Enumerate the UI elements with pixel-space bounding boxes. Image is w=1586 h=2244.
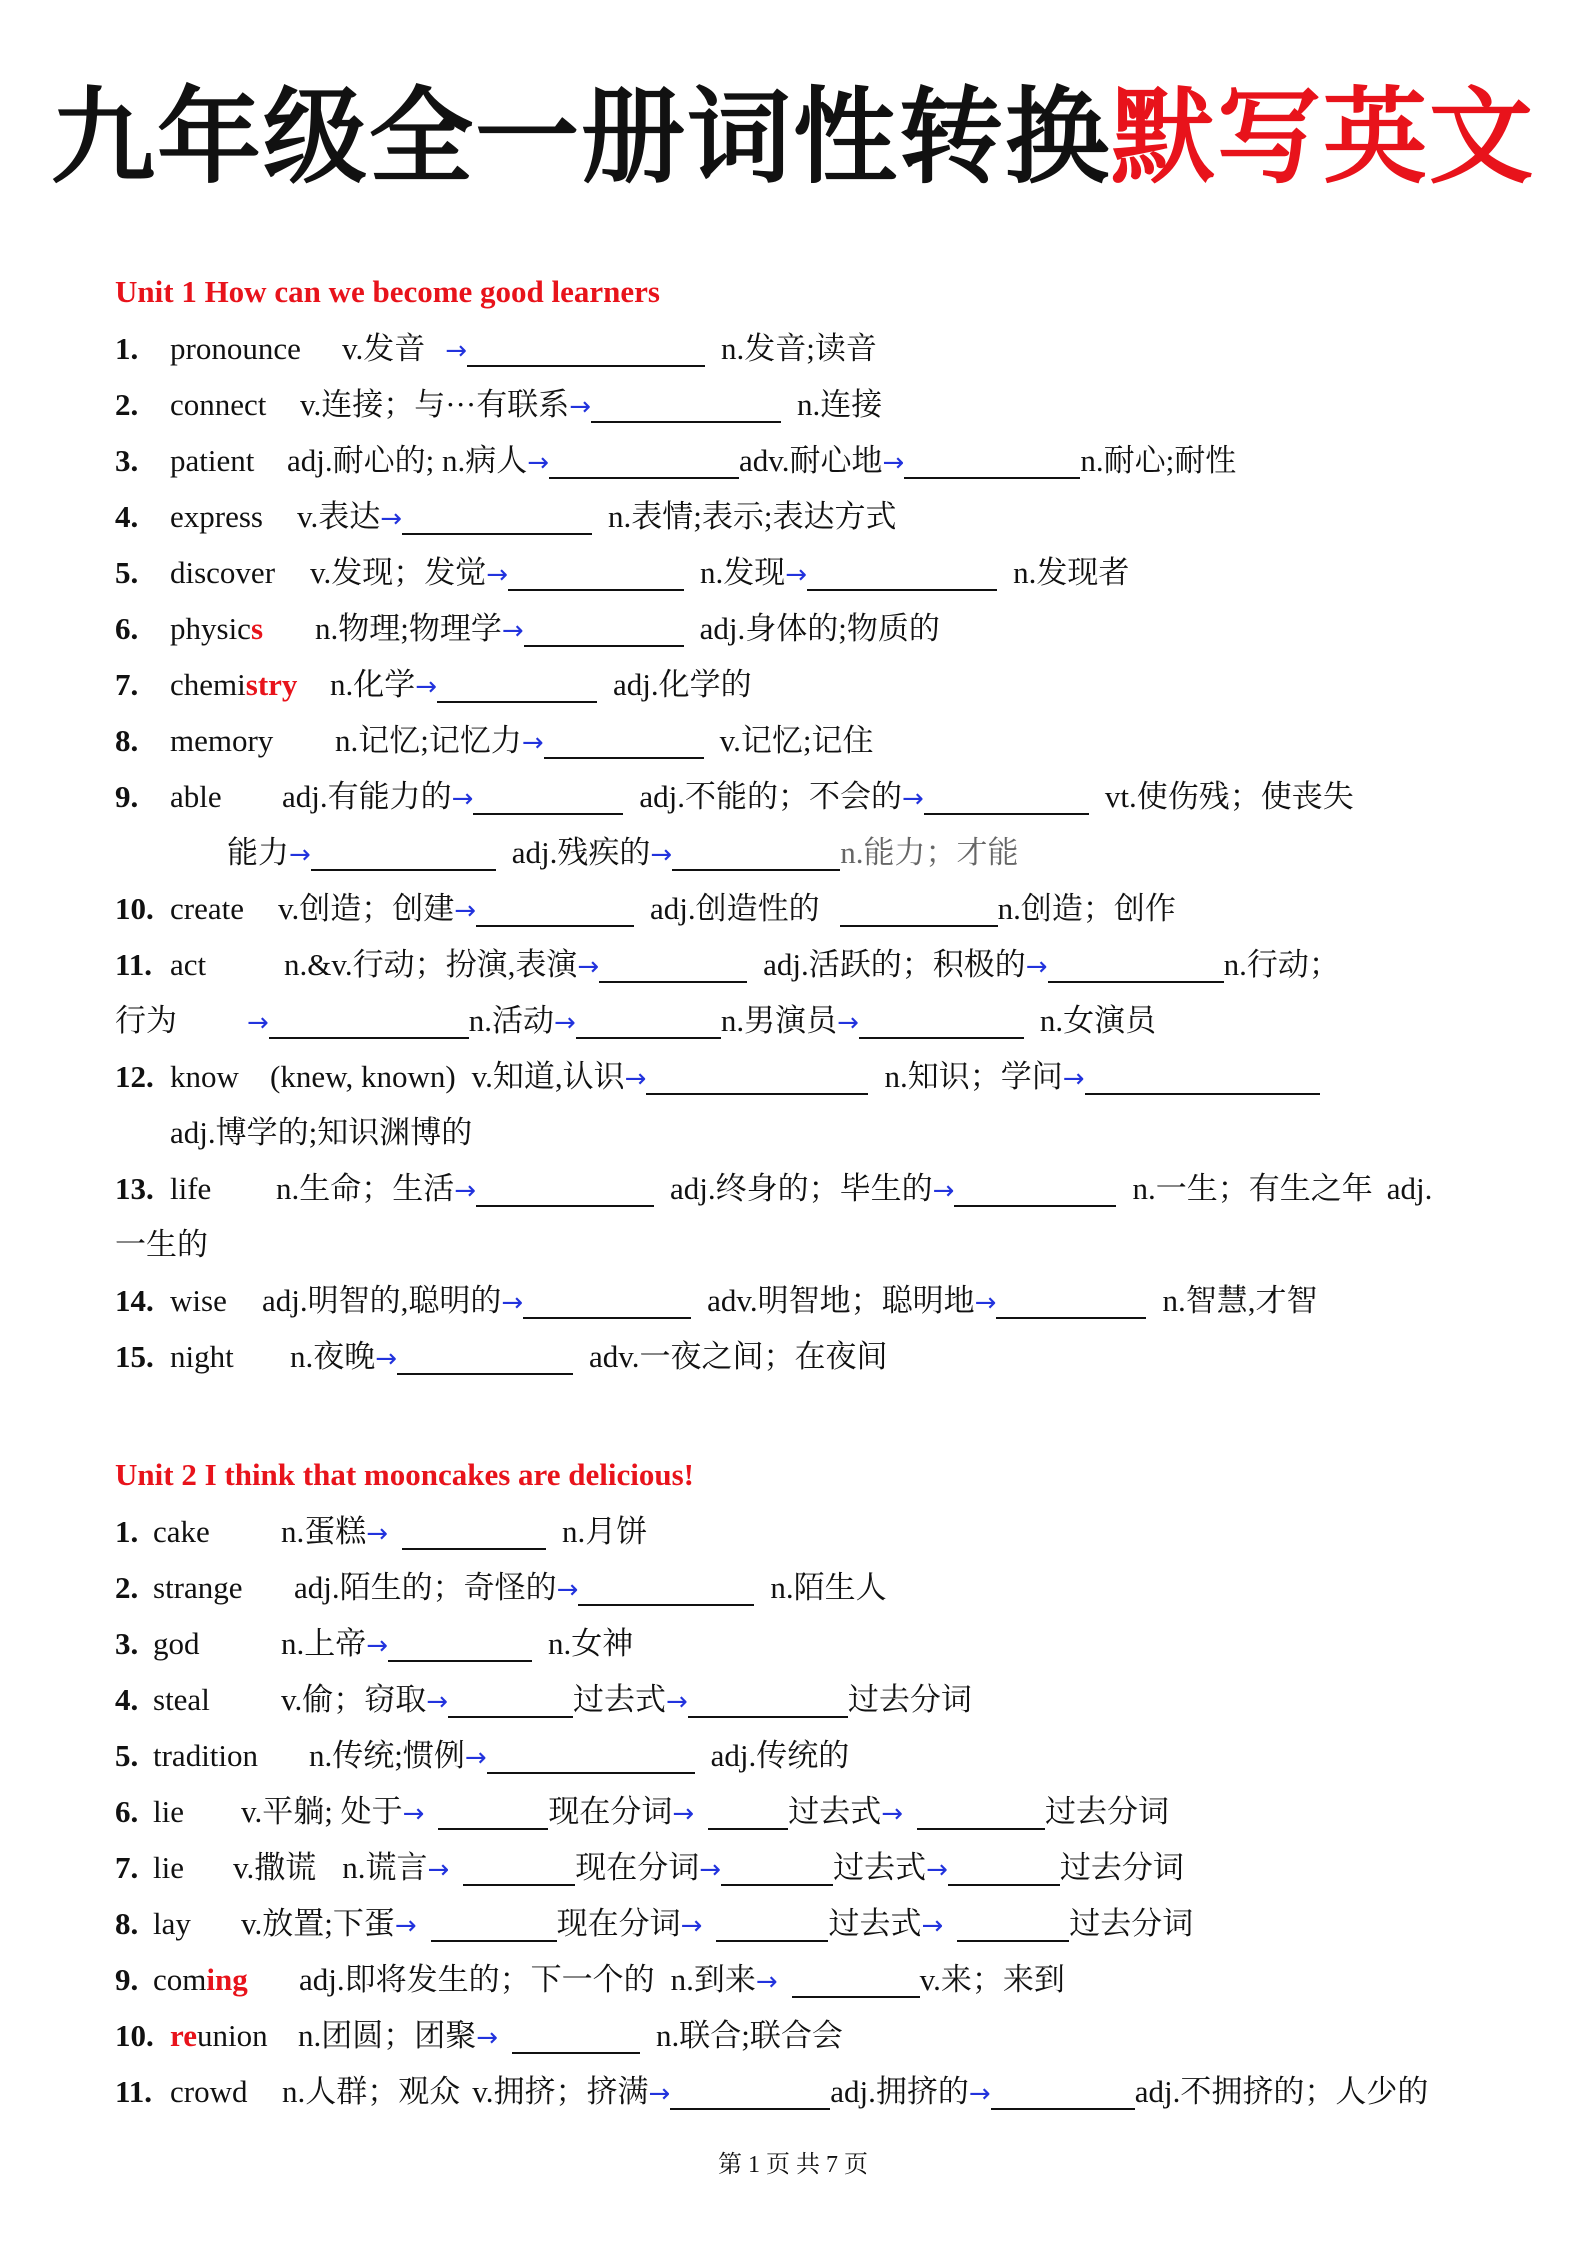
arrow-icon: → xyxy=(680,1911,703,1941)
arrow-icon: → xyxy=(648,2079,671,2109)
arrow-icon: → xyxy=(375,1344,398,1374)
arrow-icon: → xyxy=(464,1743,487,1773)
list-item: 1. cake n.蛋糕→ n.月饼 xyxy=(115,1514,648,1549)
arrow-icon: → xyxy=(926,1855,948,1885)
list-item-continued: 能力→ adj.残疾的→ n.能力；才能 xyxy=(227,835,1019,870)
arrow-icon: → xyxy=(402,1799,425,1829)
arrow-icon: → xyxy=(837,1008,859,1038)
list-item: 15. night n.夜晚→ adv.一夜之间；在夜间 xyxy=(115,1339,888,1374)
list-item: 14. wise adj.明智的,聪明的→ adv.明智地；聪明地→ n.智慧,才智 xyxy=(115,1283,1318,1318)
arrow-icon: → xyxy=(672,1799,695,1829)
arrow-icon: → xyxy=(247,1008,269,1038)
arrow-icon: → xyxy=(476,2023,499,2053)
list-item: 5. discover v.发现；发觉→ n.发现→ n.发现者 xyxy=(115,555,1130,590)
arrow-icon: → xyxy=(1025,952,1048,982)
arrow-icon: → xyxy=(380,504,403,534)
arrow-icon: → xyxy=(577,952,600,982)
arrow-icon: → xyxy=(501,1288,524,1318)
arrow-icon: → xyxy=(554,1008,576,1038)
arrow-icon: → xyxy=(454,896,477,926)
arrow-icon: → xyxy=(882,448,905,478)
list-item: 11. act n.&v.行动；扮演,表演→ adj.活跃的；积极的→ n.行动； xyxy=(115,947,1340,982)
arrow-icon: → xyxy=(366,1631,389,1661)
arrow-icon: → xyxy=(454,1176,477,1206)
list-item: 6. physics n.物理;物理学→ adj.身体的;物质的 xyxy=(115,611,940,646)
arrow-icon: → xyxy=(755,1967,778,1997)
arrow-icon: → xyxy=(366,1519,389,1549)
arrow-icon: → xyxy=(394,1911,417,1941)
arrow-icon: → xyxy=(521,728,544,758)
list-item-continued: 一生的 xyxy=(115,1227,208,1262)
arrow-icon: → xyxy=(881,1799,903,1829)
list-item: 3. god n.上帝→ n.女神 xyxy=(115,1626,634,1661)
list-item: 9. coming adj.即将发生的；下一个的 n.到来→ v.来；来到 xyxy=(115,1962,1065,1997)
arrow-icon: → xyxy=(1062,1064,1085,1094)
list-item: 8. lay v.放置;下蛋→ 现在分词→ 过去式→ 过去分词 xyxy=(115,1906,1194,1941)
arrow-icon: → xyxy=(968,2079,991,2109)
arrow-icon: → xyxy=(699,1855,722,1885)
list-item: 4. express v.表达→ n.表情;表示;表达方式 xyxy=(115,499,897,534)
list-item: 3. patient adj.耐心的; n.病人→ adv.耐心地→ n.耐心;耐性 xyxy=(115,443,1237,478)
list-item: 2. connect v.连接；与···有联系→ n.连接 xyxy=(115,387,883,422)
arrow-icon: → xyxy=(426,1687,449,1717)
list-item: 5. tradition n.传统;惯例→ adj.传统的 xyxy=(115,1738,850,1773)
arrow-icon: → xyxy=(650,840,673,870)
arrow-icon: → xyxy=(445,336,468,366)
unit-2-heading: Unit 2 I think that mooncakes are delicious! xyxy=(115,1457,694,1492)
list-item: 8. memory n.记忆;记忆力→ v.记忆;记住 xyxy=(115,723,874,758)
arrow-icon: → xyxy=(666,1687,688,1717)
arrow-icon: → xyxy=(556,1575,579,1605)
unit-1-heading: Unit 1 How can we become good learners xyxy=(115,274,660,309)
list-item: 10. create v.创造；创建→ adj.创造性的 n.创造；创作 xyxy=(115,891,1176,926)
arrow-icon: → xyxy=(974,1288,997,1318)
arrow-icon: → xyxy=(451,784,474,814)
arrow-icon: → xyxy=(902,784,924,814)
arrow-icon: → xyxy=(289,840,311,870)
list-item-continued: 行为 → n.活动→ n.男演员→ n.女演员 xyxy=(115,1003,1157,1038)
arrow-icon: → xyxy=(415,672,438,702)
arrow-icon: → xyxy=(932,1176,955,1206)
arrow-icon: → xyxy=(427,1855,450,1885)
arrow-icon: → xyxy=(527,448,550,478)
arrow-icon: → xyxy=(921,1911,944,1941)
list-item: 2. strange adj.陌生的；奇怪的→ n.陌生人 xyxy=(115,1570,887,1605)
arrow-icon: → xyxy=(624,1064,647,1094)
list-item: 4. steal v.偷；窃取→ 过去式→ 过去分词 xyxy=(115,1682,972,1717)
page-title: 九年级全一册词性转换默写英文 xyxy=(50,76,1536,198)
arrow-icon: → xyxy=(569,392,592,422)
arrow-icon: → xyxy=(486,560,509,590)
page-footer: 第 1 页 共 7 页 xyxy=(718,2152,868,2178)
list-item: 12. know (knew, known) v.知道,认识→ n.知识；学问→ xyxy=(115,1057,1320,1099)
list-item: 10. reunion n.团圆；团聚→ n.联合;联合会 xyxy=(115,2018,843,2053)
list-item: 11. crowd n.人群；观众 v.拥挤；挤满→ adj.拥挤的→ adj.不拥挤的；人少的 xyxy=(115,2074,1429,2109)
list-item: 1. pronounce v.发音 → n.发音;读音 xyxy=(115,331,877,366)
list-item: 9. able adj.有能力的→ adj.不能的；不会的→ vt.使伤残；使丧失 xyxy=(115,779,1354,814)
list-item: 6. lie v.平躺; 处于→ 现在分词→ 过去式→ 过去分词 xyxy=(115,1794,1169,1829)
arrow-icon: → xyxy=(501,616,524,646)
list-item: 13. life n.生命；生活→ adj.终身的；毕生的→ n.一生；有生之年 adj. xyxy=(115,1171,1433,1206)
list-item-continued: adj.博学的;知识渊博的 xyxy=(170,1115,473,1150)
list-item: 7. chemistry n.化学→ adj.化学的 xyxy=(115,667,752,702)
list-item: 7. lie v.撒谎 n.谎言→ 现在分词→ 过去式→ 过去分词 xyxy=(115,1850,1184,1885)
arrow-icon: → xyxy=(785,560,808,590)
